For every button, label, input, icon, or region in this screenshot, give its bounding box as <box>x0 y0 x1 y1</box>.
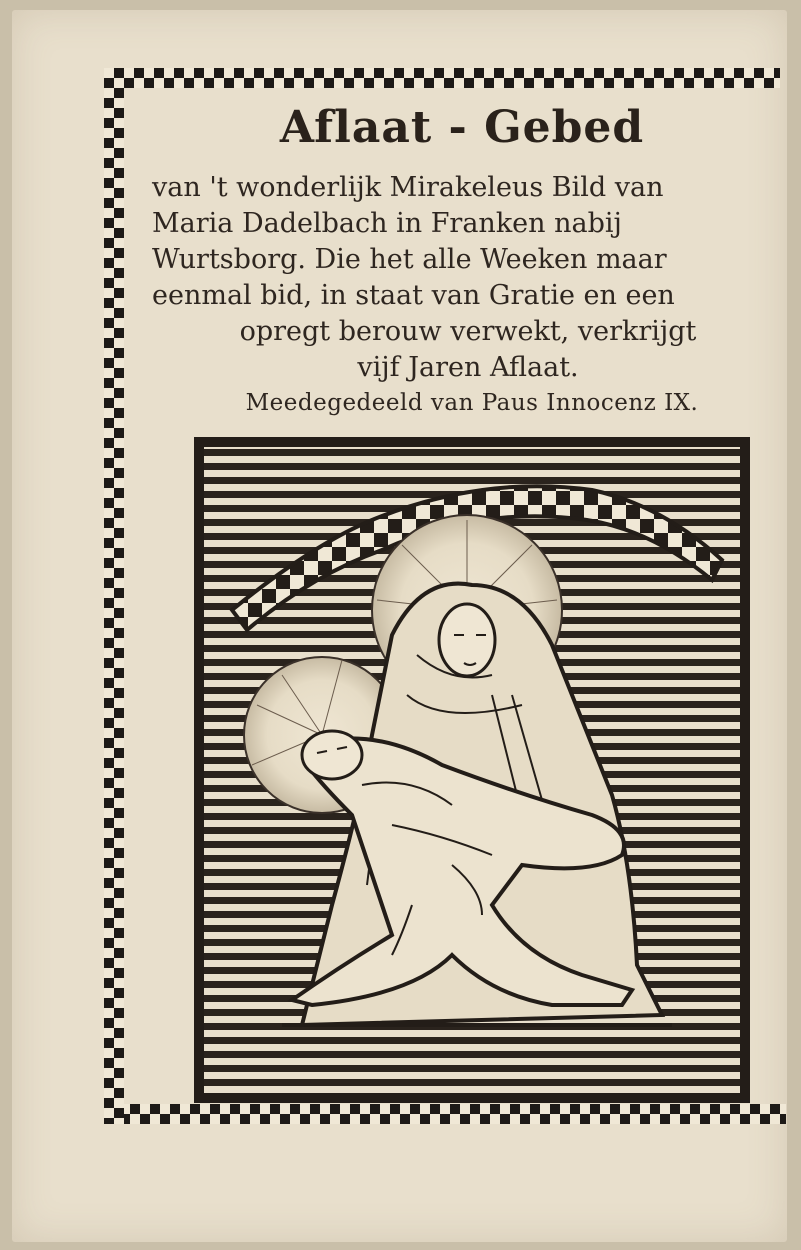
prayer-line: vijf Jaren Aflaat. <box>357 352 579 383</box>
prayer-line: van 't wonderlijk Mirakeleus Bild van <box>152 172 664 203</box>
prayer-line: Maria Dadelbach in Franken nabij <box>152 208 622 239</box>
prayer-text <box>152 170 784 386</box>
attribution: Meedegedeeld van Paus Innocenz IX. <box>245 390 699 416</box>
prayer-line: eenmal bid, in staat van Gratie en een <box>152 280 675 311</box>
prayer-line: opregt berouw verwekt, verkrijgt <box>239 316 697 347</box>
pieta-woodcut-image <box>192 435 752 1105</box>
checker-border-top <box>104 68 780 88</box>
prayer-line: Wurtsborg. Die het alle Weeken maar <box>152 244 667 275</box>
checker-border-bottom <box>120 1104 786 1124</box>
checker-border-left <box>104 68 124 1124</box>
prayer-card <box>12 10 787 1242</box>
card-title: Aflaat - Gebed <box>279 102 645 153</box>
